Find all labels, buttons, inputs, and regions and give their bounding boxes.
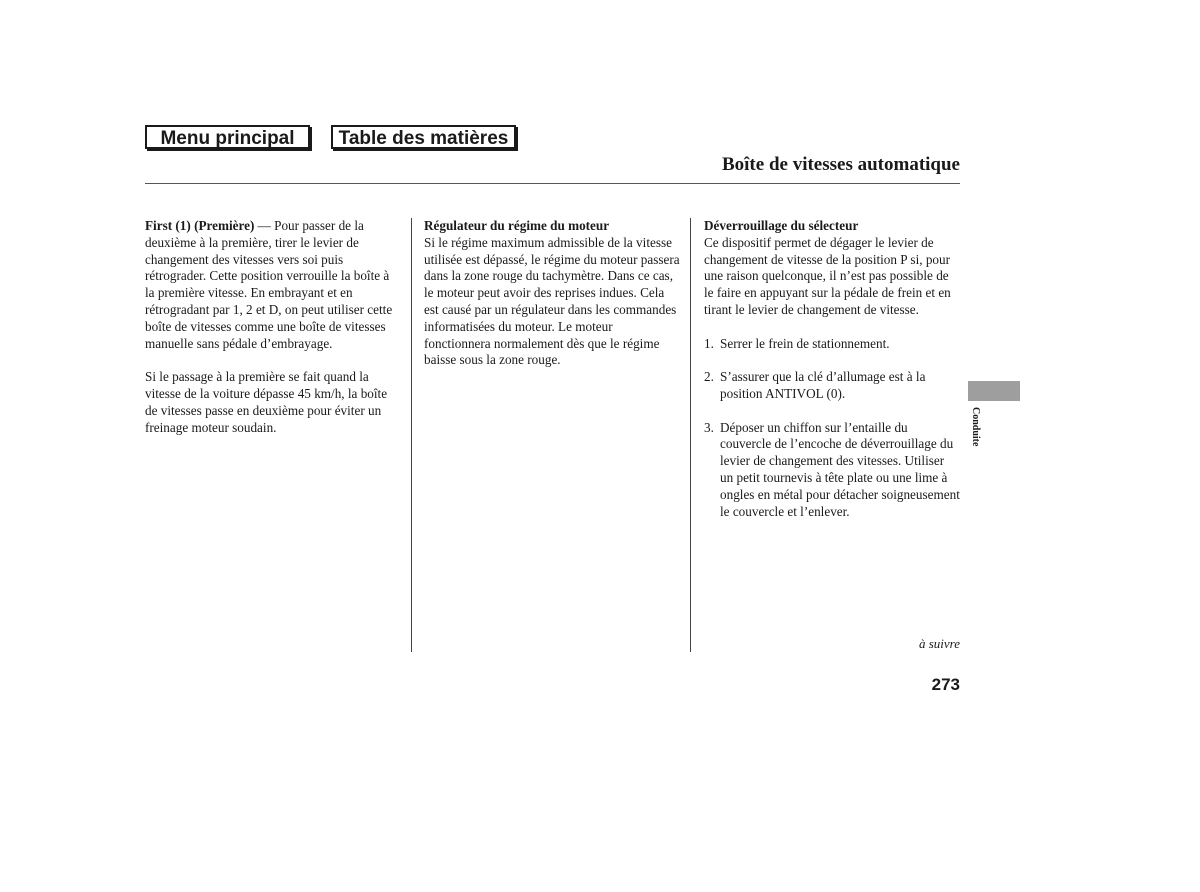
release-steps: [704, 336, 960, 521]
step-text: Déposer un chiffon sur l’entaille du couvercle de l’encoche de déverrouillage du levier de changement des vitesses. Utiliser un petit tournevis à tête plate ou une lime à ongles en métal pour détacher soigneusement le couvercle et l’enlever.: [720, 419, 960, 519]
main-menu-button[interactable]: Menu principal: [145, 125, 310, 149]
list-item: [704, 369, 960, 403]
governor-text: Si le régime maximum admissible de la vitesse utilisée est dépassé, le régime du moteur passera dans la zone rouge du tachymètre. Dans ce cas, le moteur peut avoir des reprises indues. Cela est causé par un régulateur dans les commandes informatisées du moteur. Le moteur fonctionnera normalement dès que le régime baisse sous la zone rouge.: [424, 234, 680, 368]
column-divider: [411, 218, 412, 652]
release-intro: Ce dispositif permet de dégager le levier de changement de vitesse de la position P si, pour une raison quelconque, il n’est pas possible de le faire en appuyant sur la pédale de frein et en tirant le levier de changement de vitesse.: [704, 234, 951, 317]
list-item: [704, 420, 960, 521]
first-gear-text: Pour passer de la deuxième à la première, tirer le levier de changement des vitesses vers soi puis rétrograder. Cette position verrouille la boîte à la première vitesse. En embrayant et en rétrogradant par 1, 2 et D, on peut utiliser cette boîte de vitesses comme une boîte de vitesses manuelle sans pédale d’embrayage.: [145, 218, 393, 351]
step-text: S’assurer que la clé d’allumage est à la position ANTIVOL (0).: [720, 369, 926, 401]
column-shift-lock-release: [704, 218, 960, 537]
page-number: 273: [931, 675, 960, 694]
step-text: Serrer le frein de stationnement.: [720, 335, 890, 351]
chapter-tab: [968, 381, 1020, 401]
section-title: Boîte de vitesses automatique: [721, 154, 960, 175]
first-gear-paragraph: [145, 218, 401, 352]
chapter-tab-label: Conduite: [970, 407, 981, 447]
continued-note: à suivre: [918, 636, 960, 651]
column-first-gear: [145, 218, 401, 453]
governor-heading: Régulateur du régime du moteur: [424, 218, 610, 233]
step-number: 1.: [704, 335, 714, 351]
column-divider: [690, 218, 691, 652]
heading-dash: —: [254, 218, 275, 233]
first-gear-note: Si le passage à la première se fait quand la vitesse de la voiture dépasse 45 km/h, la boîte de vitesses passe en deuxième pour éviter un freinage moteur soudain.: [145, 369, 388, 435]
first-gear-heading: First (1) (Première): [145, 218, 255, 233]
release-heading: Déverrouillage du sélecteur: [704, 218, 859, 233]
list-item: [704, 336, 960, 353]
step-number: 2.: [704, 369, 714, 385]
column-governor: [424, 218, 680, 386]
step-number: 3.: [704, 419, 714, 435]
header-divider: [145, 183, 960, 184]
table-of-contents-button[interactable]: Table des matières: [331, 125, 516, 149]
